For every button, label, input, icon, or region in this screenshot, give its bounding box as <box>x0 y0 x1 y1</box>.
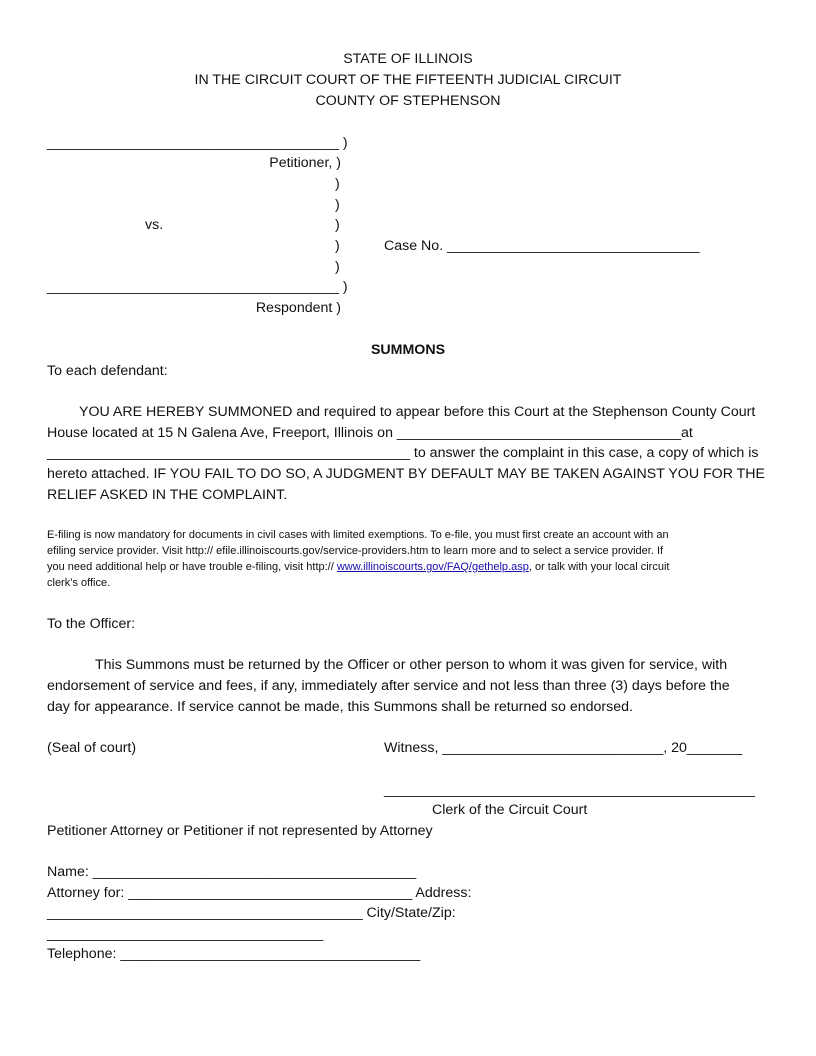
summons-text-line: House located at 15 N Galena Ave, Freeport, Illinois on ____________________________________at <box>47 425 693 441</box>
header-county: COUNTY OF STEPHENSON <box>315 93 501 109</box>
respondent-name-line: _____________________________________ ) <box>47 279 348 295</box>
efiling-notice-line: clerk’s office. <box>47 577 111 589</box>
respondent-label: Respondent ) <box>255 300 341 316</box>
clerk-signature-line: _______________________________________________ <box>384 782 755 798</box>
efiling-notice-line: efiling service provider. Visit http:// efile.illinoiscourts.gov/service-providers.htm to learn more and to select a service provider. If <box>47 545 664 557</box>
city-state-zip-field: ___________________________________ <box>47 926 324 942</box>
summons-text-line: RELIEF ASKED IN THE COMPLAINT. <box>47 487 288 503</box>
to-officer: To the Officer: <box>47 616 136 632</box>
seal-of-court: (Seal of court) <box>47 740 137 756</box>
caption-paren: ) <box>335 176 340 192</box>
clerk-label: Clerk of the Circuit Court <box>432 802 588 818</box>
petitioner-attorney-heading: Petitioner Attorney or Petitioner if not represented by Attorney <box>47 823 433 839</box>
summons-text-line: hereto attached. IF YOU FAIL TO DO SO, A JUDGMENT BY DEFAULT MAY BE TAKEN AGAINST YOU FOR THE <box>47 466 766 482</box>
efiling-text: , or talk with your local circuit <box>528 561 670 573</box>
efiling-notice-line: E-filing is now mandatory for documents in civil cases with limited exemptions. To e-file, you must first create an account with an <box>47 529 669 541</box>
telephone-field: Telephone: ______________________________________ <box>47 946 421 962</box>
gethelp-link[interactable]: www.illinoiscourts.gov/FAQ/gethelp.asp <box>336 561 529 573</box>
witness-field: Witness, ____________________________, 20_______ <box>384 740 743 756</box>
caption-paren: ) <box>335 217 340 233</box>
petitioner-label: Petitioner, ) <box>269 155 341 171</box>
caption-paren: ) <box>335 259 340 275</box>
versus-label: vs. <box>145 217 164 233</box>
caption-paren: ) <box>335 238 340 254</box>
summons-text-line: ______________________________________________ to answer the complaint in this case, a copy of which is <box>47 445 759 461</box>
officer-text-line: endorsement of service and fees, if any, immediately after service and not less than three (3) days before the <box>47 678 730 694</box>
header-state: STATE OF ILLINOIS <box>343 51 473 67</box>
case-number-field: Case No. ________________________________ <box>384 238 700 254</box>
efiling-notice-line <box>47 559 669 576</box>
header-court: IN THE CIRCUIT COURT OF THE FIFTEENTH JUDICIAL CIRCUIT <box>194 72 622 88</box>
caption-paren: ) <box>335 197 340 213</box>
efiling-text: you need additional help or have trouble e-filing, visit http:// <box>47 561 337 573</box>
to-defendant: To each defendant: <box>47 363 168 379</box>
address-field: ________________________________________ City/State/Zip: <box>47 905 456 921</box>
summons-text-line: YOU ARE HEREBY SUMMONED and required to appear before this Court at the Stephenson County Court <box>79 404 756 420</box>
officer-text-line: day for appearance. If service cannot be made, this Summons shall be returned so endorsed. <box>47 699 633 715</box>
document-title: SUMMONS <box>370 342 446 358</box>
officer-text-line: This Summons must be returned by the Officer or other person to whom it was given for service, with <box>95 657 728 673</box>
attorney-for-field: Attorney for: ____________________________________ Address: <box>47 885 472 901</box>
name-field: Name: _________________________________________ <box>47 864 417 880</box>
petitioner-name-line: _____________________________________ ) <box>47 135 348 151</box>
